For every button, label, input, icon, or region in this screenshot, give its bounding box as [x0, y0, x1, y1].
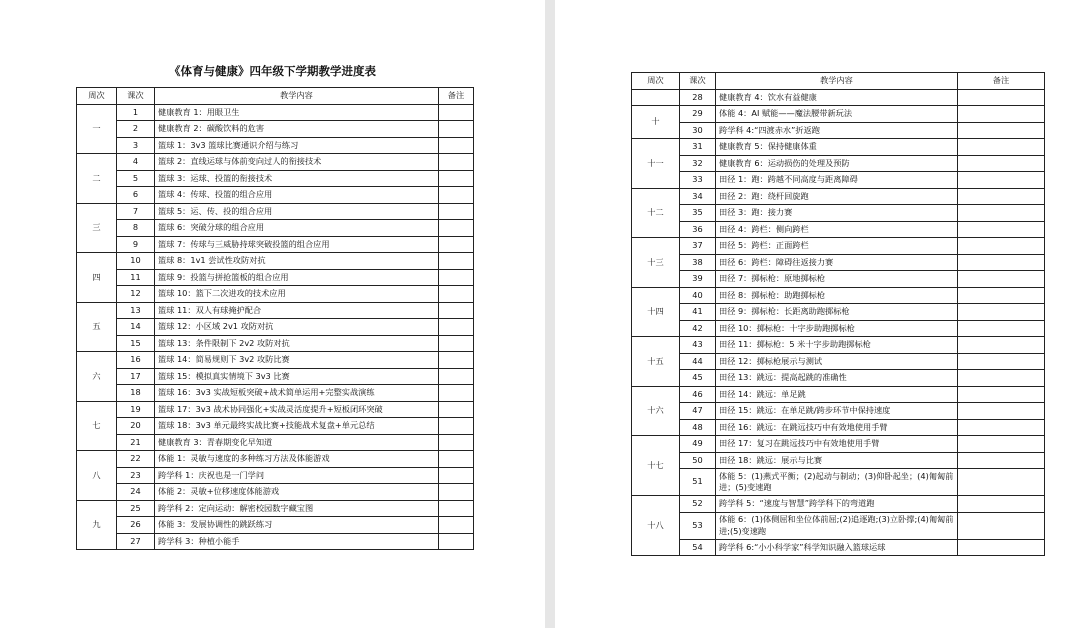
lesson-content-cell: 篮球 12：小区域 2v1 攻防对抗 [155, 319, 439, 336]
lesson-number-cell: 10 [117, 253, 155, 270]
notes-cell [958, 469, 1045, 496]
lesson-number-cell: 6 [117, 187, 155, 204]
table-row [77, 121, 474, 138]
table-row [632, 155, 1045, 172]
lesson-number-cell: 7 [117, 203, 155, 220]
table-row [77, 517, 474, 534]
lesson-number-cell: 21 [117, 434, 155, 451]
week-cell: 十五 [632, 337, 680, 387]
lesson-content-cell: 跨学科 2：定向运动：解密校园数字藏宝图 [155, 500, 439, 517]
lesson-content-cell: 篮球 15：模拟真实情境下 3v3 比赛 [155, 368, 439, 385]
notes-cell [439, 170, 474, 187]
notes-cell [439, 335, 474, 352]
notes-cell [439, 104, 474, 121]
table-row [632, 353, 1045, 370]
notes-cell [958, 155, 1045, 172]
notes-cell [958, 320, 1045, 337]
table-row [632, 254, 1045, 271]
notes-cell [958, 221, 1045, 238]
week-cell: 九 [77, 500, 117, 550]
notes-cell [439, 203, 474, 220]
table-row [77, 220, 474, 237]
lesson-number-cell: 38 [680, 254, 716, 271]
header-content: 教学内容 [155, 88, 439, 105]
lesson-content-cell: 健康教育 3：青春期变化早知道 [155, 434, 439, 451]
lesson-number-cell: 23 [117, 467, 155, 484]
lesson-content-cell: 篮球 13：条件限制下 2v2 攻防对抗 [155, 335, 439, 352]
lesson-number-cell: 13 [117, 302, 155, 319]
lesson-content-cell: 田径 1：跑：跨越不同高度与距离障碍 [716, 172, 958, 189]
notes-cell [958, 370, 1045, 387]
lesson-number-cell: 16 [117, 352, 155, 369]
lesson-content-cell: 田径 4：跨栏：侧向跨栏 [716, 221, 958, 238]
notes-cell [439, 368, 474, 385]
lesson-content-cell: 篮球 10：篮下二次进攻的技术应用 [155, 286, 439, 303]
header-lesson: 课次 [680, 73, 716, 90]
notes-cell [958, 304, 1045, 321]
table-row [77, 236, 474, 253]
notes-cell [958, 419, 1045, 436]
lesson-number-cell: 11 [117, 269, 155, 286]
notes-cell [958, 386, 1045, 403]
notes-cell [439, 319, 474, 336]
lesson-content-cell: 健康教育 2：碳酸饮料的危害 [155, 121, 439, 138]
lesson-content-cell: 田径 2：跑：绕杆回旋跑 [716, 188, 958, 205]
table-row [632, 172, 1045, 189]
table-row [632, 188, 1045, 205]
table-row [77, 401, 474, 418]
lesson-content-cell: 体能 4：AI 赋能——魔法腰带新玩法 [716, 106, 958, 123]
table-row [632, 320, 1045, 337]
lesson-content-cell: 篮球 1：3v3 篮球比赛通识介绍与练习 [155, 137, 439, 154]
header-notes: 备注 [958, 73, 1045, 90]
lesson-number-cell: 3 [117, 137, 155, 154]
lesson-number-cell: 51 [680, 469, 716, 496]
lesson-number-cell: 4 [117, 154, 155, 171]
table-row [632, 452, 1045, 469]
lesson-number-cell: 18 [117, 385, 155, 402]
lesson-content-cell: 跨学科 1：庆祝也是一门学问 [155, 467, 439, 484]
table-row [632, 89, 1045, 106]
notes-cell [439, 121, 474, 138]
week-cell: 一 [77, 104, 117, 154]
lesson-number-cell: 34 [680, 188, 716, 205]
notes-cell [439, 467, 474, 484]
notes-cell [439, 236, 474, 253]
lesson-content-cell: 田径 14：跳远：单足跳 [716, 386, 958, 403]
notes-cell [958, 122, 1045, 139]
lesson-number-cell: 32 [680, 155, 716, 172]
lesson-content-cell: 篮球 5：运、传、投的组合应用 [155, 203, 439, 220]
lesson-content-cell: 篮球 16：3v3 实战短板突破+战术简单运用+完整实战演练 [155, 385, 439, 402]
lesson-content-cell: 篮球 7：传球与三威胁持球突破投篮的组合应用 [155, 236, 439, 253]
notes-cell [439, 154, 474, 171]
lesson-number-cell: 26 [117, 517, 155, 534]
notes-cell [958, 238, 1045, 255]
header-notes: 备注 [439, 88, 474, 105]
notes-cell [958, 436, 1045, 453]
table-row [77, 203, 474, 220]
table-row [77, 451, 474, 468]
week-cell: 十一 [632, 139, 680, 189]
week-cell: 十八 [632, 496, 680, 556]
table-row [77, 170, 474, 187]
lesson-content-cell: 田径 3：跑：接力赛 [716, 205, 958, 222]
notes-cell [439, 418, 474, 435]
lesson-content-cell: 田径 11：掷标枪：5 米十字步助跑掷标枪 [716, 337, 958, 354]
lesson-content-cell: 体能 2：灵敏+位移速度体能游戏 [155, 484, 439, 501]
lesson-number-cell: 46 [680, 386, 716, 403]
week-cell: 四 [77, 253, 117, 303]
lesson-content-cell: 田径 16：跳远：在跳远技巧中有效地使用手臂 [716, 419, 958, 436]
table-row [77, 368, 474, 385]
week-cell: 七 [77, 401, 117, 451]
notes-cell [439, 253, 474, 270]
table-row [77, 187, 474, 204]
week-cell: 三 [77, 203, 117, 253]
table-row [632, 386, 1045, 403]
lesson-number-cell: 24 [117, 484, 155, 501]
lesson-content-cell: 田径 6：跨栏：障碍往返接力赛 [716, 254, 958, 271]
table-row [77, 434, 474, 451]
lesson-content-cell: 体能 5：(1)燕式平衡；(2)起动与制动；(3)仰卧起坐；(4)匍匐前进；(5)变速跑 [716, 469, 958, 496]
notes-cell [439, 385, 474, 402]
notes-cell [439, 137, 474, 154]
table-row [77, 253, 474, 270]
schedule-table-left [76, 87, 474, 550]
lesson-content-cell: 体能 6：(1)体侧屈和坐位体前屈;(2)追逐跑;(3)立卧撑;(4)匍匐前进;(5)变速跑 [716, 512, 958, 539]
lesson-number-cell: 33 [680, 172, 716, 189]
lesson-number-cell: 1 [117, 104, 155, 121]
document-title: 《体育与健康》四年级下学期教学进度表 [169, 64, 376, 78]
lesson-number-cell: 31 [680, 139, 716, 156]
week-cell: 二 [77, 154, 117, 204]
lesson-content-cell: 田径 18：跳远：展示与比赛 [716, 452, 958, 469]
table-row [77, 104, 474, 121]
table-row [77, 269, 474, 286]
notes-cell [439, 286, 474, 303]
table-row [632, 403, 1045, 420]
lesson-content-cell: 篮球 9：投篮与拼抢篮板的组合应用 [155, 269, 439, 286]
notes-cell [439, 269, 474, 286]
table-row [632, 287, 1045, 304]
table-row [77, 533, 474, 550]
notes-cell [439, 533, 474, 550]
notes-cell [958, 539, 1045, 556]
table-row [77, 335, 474, 352]
lesson-content-cell: 体能 3：发展协调性的跳跃练习 [155, 517, 439, 534]
notes-cell [958, 287, 1045, 304]
lesson-number-cell: 9 [117, 236, 155, 253]
notes-cell [958, 254, 1045, 271]
table-row [632, 139, 1045, 156]
notes-cell [958, 106, 1045, 123]
table-row [77, 352, 474, 369]
lesson-number-cell: 29 [680, 106, 716, 123]
lesson-number-cell: 40 [680, 287, 716, 304]
week-cell [632, 89, 680, 106]
notes-cell [958, 188, 1045, 205]
notes-cell [439, 352, 474, 369]
lesson-number-cell: 20 [117, 418, 155, 435]
notes-cell [439, 302, 474, 319]
week-cell: 十三 [632, 238, 680, 288]
table-row [632, 436, 1045, 453]
lesson-content-cell: 田径 8：掷标枪：助跑掷标枪 [716, 287, 958, 304]
notes-cell [958, 139, 1045, 156]
table-row [632, 370, 1045, 387]
lesson-number-cell: 14 [117, 319, 155, 336]
lesson-content-cell: 田径 10：掷标枪：十字步助跑掷标枪 [716, 320, 958, 337]
notes-cell [958, 403, 1045, 420]
lesson-number-cell: 43 [680, 337, 716, 354]
lesson-content-cell: 篮球 6：突破分球的组合应用 [155, 220, 439, 237]
notes-cell [439, 220, 474, 237]
week-cell: 十二 [632, 188, 680, 238]
lesson-number-cell: 44 [680, 353, 716, 370]
lesson-number-cell: 30 [680, 122, 716, 139]
lesson-number-cell: 17 [117, 368, 155, 385]
notes-cell [958, 205, 1045, 222]
lesson-content-cell: 健康教育 5：保持健康体重 [716, 139, 958, 156]
notes-cell [958, 353, 1045, 370]
lesson-content-cell: 健康教育 4：饮水有益健康 [716, 89, 958, 106]
week-cell: 十四 [632, 287, 680, 337]
lesson-content-cell: 田径 7：掷标枪：原地掷标枪 [716, 271, 958, 288]
notes-cell [439, 484, 474, 501]
table-row [632, 221, 1045, 238]
table-row [632, 271, 1045, 288]
lesson-content-cell: 田径 13：跳远：提高起跳的准确性 [716, 370, 958, 387]
notes-cell [958, 89, 1045, 106]
notes-cell [958, 271, 1045, 288]
header-week: 周次 [77, 88, 117, 105]
lesson-number-cell: 27 [117, 533, 155, 550]
notes-cell [439, 434, 474, 451]
lesson-content-cell: 田径 15：跳远：在单足跳/跨步环节中保持速度 [716, 403, 958, 420]
page-gap-divider [545, 0, 555, 628]
table-row [632, 512, 1045, 539]
notes-cell [439, 401, 474, 418]
notes-cell [439, 500, 474, 517]
table-row [77, 319, 474, 336]
table-row [632, 337, 1045, 354]
lesson-content-cell: 篮球 8：1v1 尝试性攻防对抗 [155, 253, 439, 270]
lesson-number-cell: 19 [117, 401, 155, 418]
lesson-number-cell: 50 [680, 452, 716, 469]
table-row [632, 539, 1045, 556]
table-row [632, 496, 1045, 513]
header-lesson: 课次 [117, 88, 155, 105]
table-row [77, 137, 474, 154]
lesson-number-cell: 12 [117, 286, 155, 303]
lesson-number-cell: 36 [680, 221, 716, 238]
table-row [77, 467, 474, 484]
table-header-row [77, 88, 474, 105]
schedule-table-right [631, 72, 1045, 556]
table-row [77, 302, 474, 319]
lesson-number-cell: 39 [680, 271, 716, 288]
notes-cell [439, 517, 474, 534]
lesson-number-cell: 48 [680, 419, 716, 436]
notes-cell [958, 337, 1045, 354]
lesson-number-cell: 5 [117, 170, 155, 187]
week-cell: 五 [77, 302, 117, 352]
lesson-number-cell: 37 [680, 238, 716, 255]
table-header-row [632, 73, 1045, 90]
lesson-content-cell: 跨学科 3：种植小能手 [155, 533, 439, 550]
table-row [632, 469, 1045, 496]
table-row [632, 106, 1045, 123]
lesson-content-cell: 篮球 14：简易规则下 3v2 攻防比赛 [155, 352, 439, 369]
lesson-number-cell: 52 [680, 496, 716, 513]
lesson-number-cell: 25 [117, 500, 155, 517]
lesson-content-cell: 篮球 3：运球、投篮的衔接技术 [155, 170, 439, 187]
lesson-content-cell: 篮球 2：直线运球与体前变向过人的衔接技术 [155, 154, 439, 171]
lesson-number-cell: 49 [680, 436, 716, 453]
lesson-content-cell: 跨学科 6:“小小科学家”科学知识融入篮球运球 [716, 539, 958, 556]
header-week: 周次 [632, 73, 680, 90]
lesson-number-cell: 2 [117, 121, 155, 138]
notes-cell [958, 452, 1045, 469]
table-row [632, 122, 1045, 139]
table-row [77, 500, 474, 517]
notes-cell [958, 512, 1045, 539]
lesson-content-cell: 田径 12：掷标枪展示与测试 [716, 353, 958, 370]
week-cell: 八 [77, 451, 117, 501]
lesson-number-cell: 42 [680, 320, 716, 337]
notes-cell [958, 496, 1045, 513]
table-row [77, 484, 474, 501]
week-cell: 十六 [632, 386, 680, 436]
lesson-content-cell: 篮球 18：3v3 单元最终实战比赛+技能战术复盘+单元总结 [155, 418, 439, 435]
notes-cell [439, 451, 474, 468]
table-row [632, 238, 1045, 255]
page-right [555, 0, 1080, 628]
lesson-content-cell: 跨学科 5：“速度与智慧”跨学科下的弯道跑 [716, 496, 958, 513]
lesson-number-cell: 35 [680, 205, 716, 222]
lesson-number-cell: 22 [117, 451, 155, 468]
lesson-number-cell: 41 [680, 304, 716, 321]
lesson-content-cell: 篮球 4：传球、投篮的组合应用 [155, 187, 439, 204]
lesson-number-cell: 53 [680, 512, 716, 539]
table-row [77, 418, 474, 435]
week-cell: 十 [632, 106, 680, 139]
header-content: 教学内容 [716, 73, 958, 90]
lesson-number-cell: 15 [117, 335, 155, 352]
lesson-content-cell: 篮球 17：3v3 战术协同强化+实战灵活度提升+短板闭环突破 [155, 401, 439, 418]
week-cell: 六 [77, 352, 117, 402]
lesson-content-cell: 田径 5：跨栏：正面跨栏 [716, 238, 958, 255]
table-row [77, 385, 474, 402]
table-row [632, 419, 1045, 436]
notes-cell [958, 172, 1045, 189]
lesson-number-cell: 45 [680, 370, 716, 387]
lesson-number-cell: 28 [680, 89, 716, 106]
lesson-content-cell: 跨学科 4:“四渡赤水”折返跑 [716, 122, 958, 139]
lesson-content-cell: 篮球 11：双人有球掩护配合 [155, 302, 439, 319]
lesson-number-cell: 8 [117, 220, 155, 237]
lesson-number-cell: 54 [680, 539, 716, 556]
lesson-content-cell: 田径 9：掷标枪：长距离助跑掷标枪 [716, 304, 958, 321]
lesson-number-cell: 47 [680, 403, 716, 420]
table-row [632, 205, 1045, 222]
notes-cell [439, 187, 474, 204]
lesson-content-cell: 健康教育 1：用眼卫生 [155, 104, 439, 121]
table-row [77, 154, 474, 171]
lesson-content-cell: 田径 17：复习在跳远技巧中有效地使用手臂 [716, 436, 958, 453]
lesson-content-cell: 体能 1：灵敏与速度的多种练习方法及体能游戏 [155, 451, 439, 468]
lesson-content-cell: 健康教育 6：运动损伤的处理及预防 [716, 155, 958, 172]
week-cell: 十七 [632, 436, 680, 496]
table-row [77, 286, 474, 303]
table-row [632, 304, 1045, 321]
